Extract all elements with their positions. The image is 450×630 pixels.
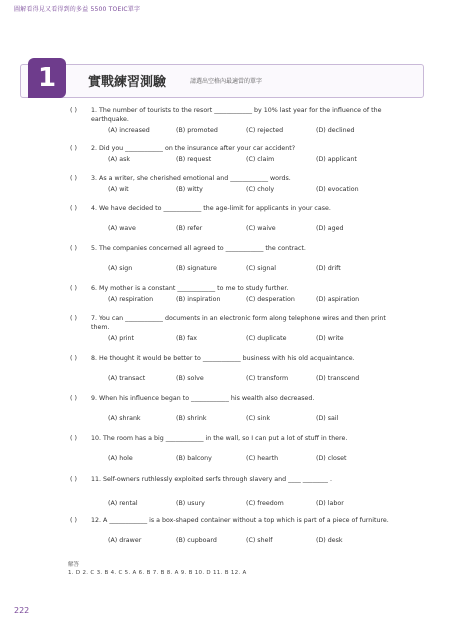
option-d: (D) transcend — [316, 375, 360, 382]
option-a: (A) hole — [108, 455, 133, 462]
answer-blank[interactable]: ( ) — [70, 435, 77, 442]
answer-blank[interactable]: ( ) — [70, 517, 77, 524]
answers-key: 1. D 2. C 3. B 4. C 5. A 6. B 7. B 8. A 9. B 10. D 11. B 12. A — [68, 570, 247, 576]
answer-blank[interactable]: ( ) — [70, 285, 77, 292]
option-c: (C) rejected — [246, 127, 284, 134]
answer-blank[interactable]: ( ) — [70, 107, 77, 114]
option-b: (B) balcony — [176, 455, 212, 462]
section-title: 實戰練習測驗 — [88, 75, 167, 90]
option-d: (D) closet — [316, 455, 347, 462]
option-c: (C) waive — [246, 225, 276, 232]
option-b: (B) solve — [176, 375, 204, 382]
option-c: (C) desperation — [246, 296, 295, 303]
option-d: (D) aspiration — [316, 296, 360, 303]
option-d: (D) evocation — [316, 186, 359, 193]
answer-blank[interactable]: ( ) — [70, 476, 77, 483]
option-d: (D) write — [316, 335, 344, 342]
option-a: (A) increased — [108, 127, 150, 134]
option-d: (D) desk — [316, 537, 343, 544]
running-header: 圖解看得見又看得到的多益 5500 TOEIC單字 — [14, 6, 141, 13]
option-a: (A) transact — [108, 375, 146, 382]
option-a: (A) wave — [108, 225, 136, 232]
option-b: (B) request — [176, 156, 212, 163]
answer-blank[interactable]: ( ) — [70, 355, 77, 362]
question-stem: 4. We have decided to ____________ the age-limit for applicants in your case. — [91, 205, 331, 212]
question-stem: 6. My mother is a constant ____________ to me to study further. — [91, 285, 289, 292]
option-a: (A) respiration — [108, 296, 154, 303]
question-stem: 12. A ____________ is a box-shaped container without a top which is part of a piece of furniture. — [91, 517, 389, 524]
option-b: (B) signature — [176, 265, 217, 272]
question-stem: 10. The room has a big ____________ in the wall, so I can put a lot of stuff in there. — [91, 435, 348, 442]
option-b: (B) shrink — [176, 415, 207, 422]
question-stem: 11. Self-owners ruthlessly exploited serfs through slavery and ____ ________ . — [91, 476, 332, 483]
option-a: (A) wit — [108, 186, 129, 193]
answer-blank[interactable]: ( ) — [70, 175, 77, 182]
option-b: (B) cupboard — [176, 537, 217, 544]
answers-label: 解答 — [68, 562, 80, 568]
question-stem: 7. You can ____________ documents in an electronic form along telephone wires and then print them. — [91, 315, 386, 331]
option-b: (B) witty — [176, 186, 203, 193]
question-stem: 8. He thought it would be better to ____________ business with his old acquaintance. — [91, 355, 355, 362]
question-stem: 1. The number of tourists to the resort ____________ by 10% last year for the influence of the earthquake. — [91, 107, 382, 123]
answer-blank[interactable]: ( ) — [70, 315, 77, 322]
option-a: (A) ask — [108, 156, 131, 163]
answer-blank[interactable]: ( ) — [70, 145, 77, 152]
option-c: (C) claim — [246, 156, 275, 163]
option-a: (A) sign — [108, 265, 133, 272]
answer-blank[interactable]: ( ) — [70, 245, 77, 252]
option-c: (C) sink — [246, 415, 270, 422]
option-d: (D) applicant — [316, 156, 357, 163]
option-c: (C) choly — [246, 186, 275, 193]
section-number: 1 — [28, 58, 66, 98]
option-d: (D) drift — [316, 265, 341, 272]
section-subtitle: 請選出空格內最適當的單字 — [190, 78, 263, 85]
question-stem: 5. The companies concerned all agreed to ____________ the contract. — [91, 245, 306, 252]
option-d: (D) labor — [316, 500, 344, 507]
question-stem: 2. Did you ____________ on the insurance after your car accident? — [91, 145, 296, 152]
option-c: (C) freedom — [246, 500, 284, 507]
option-c: (C) hearth — [246, 455, 279, 462]
question-stem: 3. As a writer, she cherished emotional and ____________ words. — [91, 175, 291, 182]
option-b: (B) promoted — [176, 127, 218, 134]
option-b: (B) inspiration — [176, 296, 221, 303]
option-d: (D) aged — [316, 225, 344, 232]
option-b: (B) fax — [176, 335, 198, 342]
option-a: (A) rental — [108, 500, 138, 507]
option-b: (B) refer — [176, 225, 203, 232]
option-d: (D) declined — [316, 127, 355, 134]
option-a: (A) print — [108, 335, 135, 342]
option-c: (C) shelf — [246, 537, 273, 544]
page-number: 222 — [14, 606, 30, 615]
option-c: (C) signal — [246, 265, 276, 272]
option-a: (A) shrank — [108, 415, 141, 422]
option-c: (C) transform — [246, 375, 289, 382]
question-stem: 9. When his influence began to ____________ his wealth also decreased. — [91, 395, 315, 402]
answer-blank[interactable]: ( ) — [70, 395, 77, 402]
option-a: (A) drawer — [108, 537, 142, 544]
option-c: (C) duplicate — [246, 335, 287, 342]
option-d: (D) sail — [316, 415, 339, 422]
option-b: (B) usury — [176, 500, 205, 507]
answer-blank[interactable]: ( ) — [70, 205, 77, 212]
